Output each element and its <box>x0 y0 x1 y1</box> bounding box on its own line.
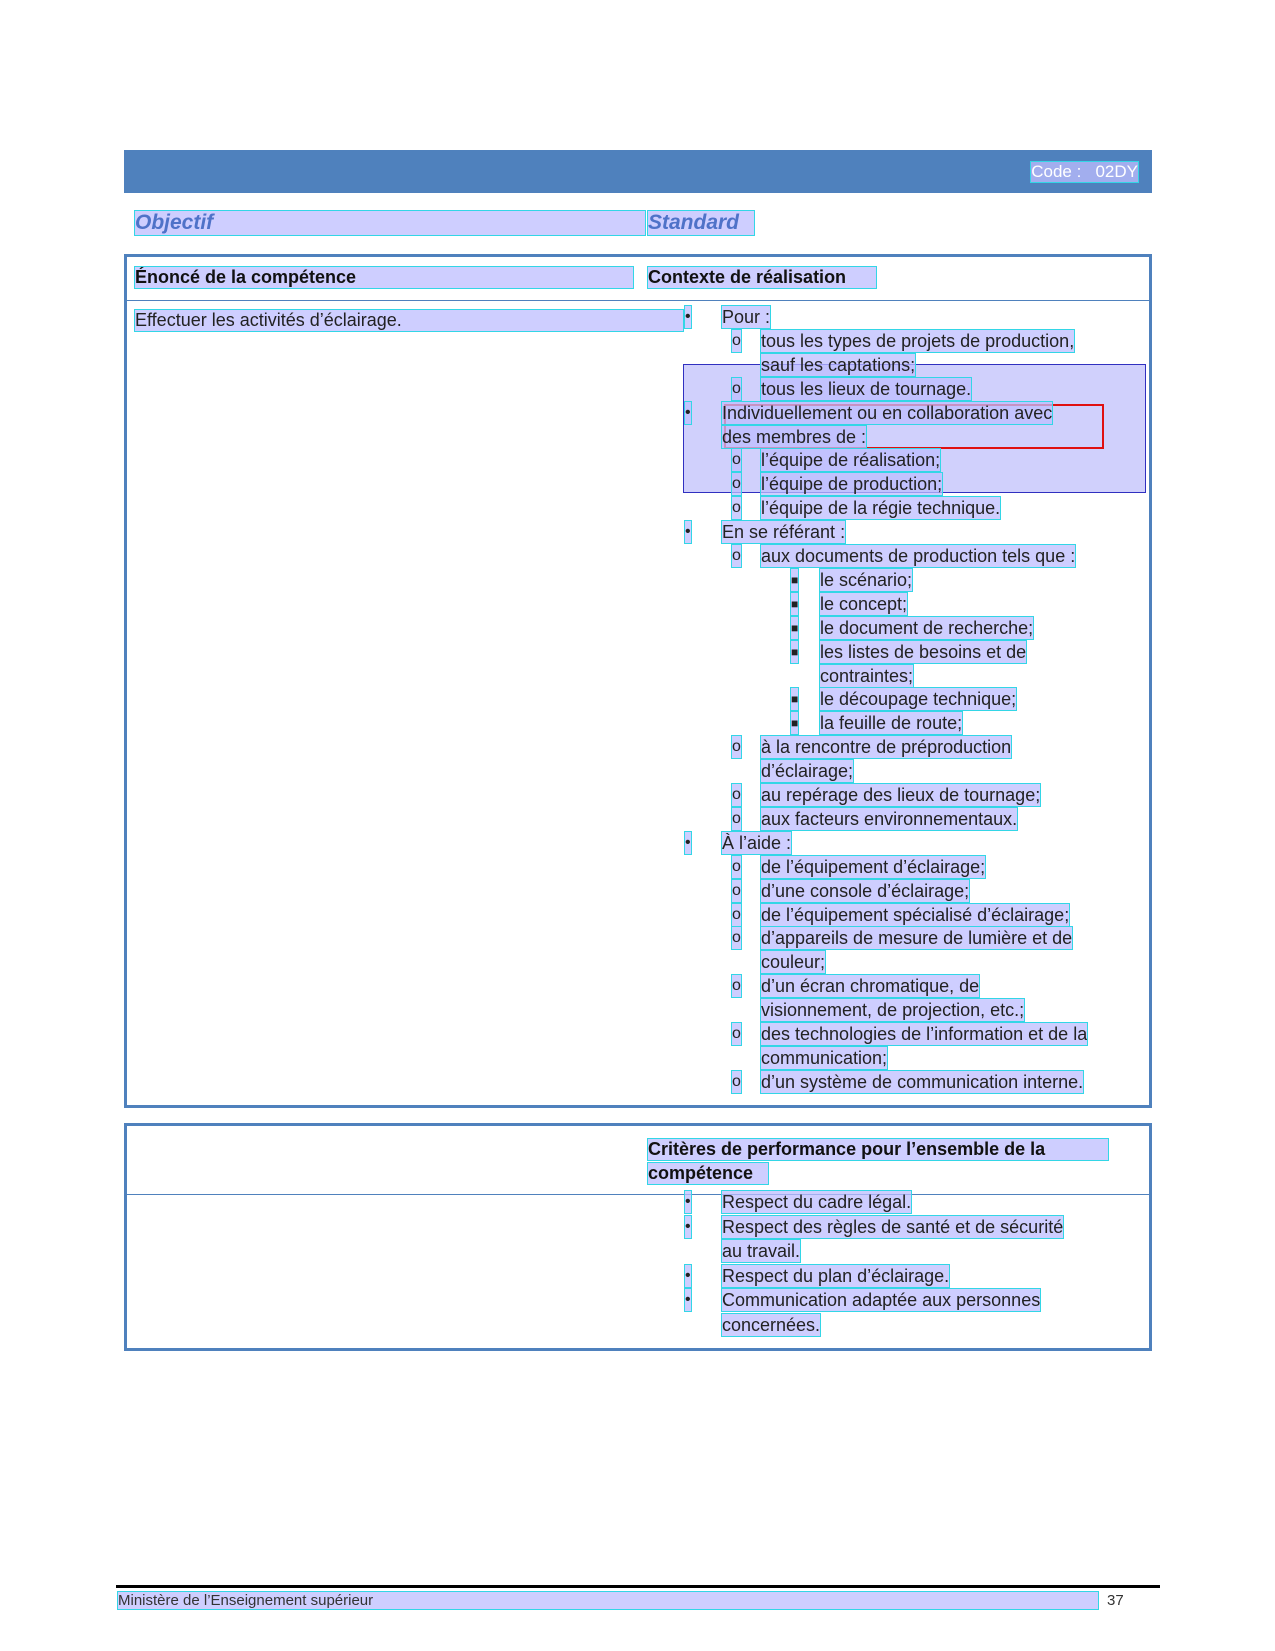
list-item: tous les types de projets de production, <box>761 330 1075 351</box>
list-item: les listes de besoins et de <box>820 641 1027 662</box>
bullet-icon: • <box>685 1289 691 1311</box>
bullet-icon: o <box>732 449 741 471</box>
objectif-heading: Objectif <box>135 211 645 235</box>
list-item: le découpage technique; <box>820 689 1017 710</box>
bullet-icon: ■ <box>791 593 798 615</box>
list-item: d’éclairage; <box>761 761 854 782</box>
list-item: d’une console d’éclairage; <box>761 880 970 901</box>
bullet-icon: ■ <box>791 569 798 591</box>
bullet-icon: • <box>685 1216 691 1238</box>
list-item: l’équipe de production; <box>761 474 943 495</box>
bullet-icon: • <box>685 306 691 328</box>
list-item: contraintes; <box>820 665 914 686</box>
bullet-icon: o <box>732 784 741 806</box>
list-item: d’un système de communication interne. <box>761 1071 1084 1092</box>
bullet-icon: o <box>732 975 741 997</box>
bullet-icon: o <box>732 473 741 495</box>
list-item: d’un écran chromatique, de <box>761 976 980 997</box>
list-item: le document de recherche; <box>820 617 1034 638</box>
list-item: au repérage des lieux de tournage; <box>761 785 1041 805</box>
competence-statement-heading: Énoncé de la compétence <box>135 267 633 288</box>
bullet-icon: • <box>685 402 691 424</box>
footer-rule <box>116 1585 1160 1588</box>
list-item: de l’équipement d’éclairage; <box>761 856 986 877</box>
footer-page-number: 37 <box>1107 1592 1124 1609</box>
list-item: Pour : <box>722 307 771 327</box>
list-item: concernées. <box>722 1314 821 1335</box>
list-item: Respect du plan d’éclairage. <box>722 1265 950 1286</box>
bullet-icon: o <box>732 808 741 830</box>
list-item: couleur; <box>761 952 826 973</box>
bullet-icon: • <box>685 521 691 543</box>
list-item: sauf les captations; <box>761 354 916 375</box>
list-item: aux documents de production tels que : <box>761 546 1076 566</box>
list-item: le concept; <box>820 593 908 614</box>
course-code: Code : 02DY <box>1031 162 1138 181</box>
list-item: tous les lieux de tournage. <box>761 378 972 399</box>
criteria-heading-line1: Critères de performance pour l’ensemble de la <box>648 1139 1108 1160</box>
criteria-heading-line2: compétence <box>648 1163 768 1184</box>
list-item: En se référant : <box>722 522 846 543</box>
bullet-icon: ■ <box>791 712 798 734</box>
bullet-icon: o <box>732 497 741 519</box>
bullet-icon: o <box>732 736 741 758</box>
table-header-divider <box>127 300 1149 301</box>
list-item: À l’aide : <box>722 832 792 853</box>
list-item: des technologies de l’information et de la <box>761 1024 1088 1044</box>
list-item: aux facteurs environnementaux. <box>761 808 1018 829</box>
footer-ministry: Ministère de l’Enseignement supérieur <box>118 1592 1098 1609</box>
code-header-bar <box>124 150 1152 193</box>
bullet-icon: o <box>732 880 741 902</box>
list-item: Individuellement ou en collaboration avec <box>722 402 1053 423</box>
bullet-icon: o <box>732 330 741 352</box>
competence-statement: Effectuer les activités d’éclairage. <box>135 310 683 331</box>
bullet-icon: o <box>732 856 741 878</box>
list-item: à la rencontre de préproduction <box>761 737 1012 758</box>
bullet-icon: ■ <box>791 617 798 639</box>
context-heading: Contexte de réalisation <box>648 267 876 288</box>
list-item: communication; <box>761 1047 888 1068</box>
list-item: le scénario; <box>820 569 913 590</box>
list-item: des membres de : <box>722 426 867 447</box>
bullet-icon: ■ <box>791 688 798 710</box>
list-item: de l’équipement spécialisé d’éclairage; <box>761 904 1070 925</box>
bullet-icon: • <box>685 832 691 854</box>
bullet-icon: o <box>732 378 741 400</box>
table-header-divider <box>127 1194 1149 1195</box>
standard-heading: Standard <box>648 211 754 235</box>
bullet-icon: o <box>732 545 741 567</box>
list-item: visionnement, de projection, etc.; <box>761 1000 1025 1021</box>
bullet-icon: o <box>732 927 741 949</box>
list-item: Communication adaptée aux personnes <box>722 1290 1041 1310</box>
list-item: Respect du cadre légal. <box>722 1192 912 1212</box>
list-item: au travail. <box>722 1241 801 1261</box>
list-item: l’équipe de la régie technique. <box>761 498 1001 519</box>
bullet-icon: • <box>685 1265 691 1287</box>
list-item: la feuille de route; <box>820 713 963 734</box>
bullet-icon: o <box>732 904 741 926</box>
bullet-icon: • <box>685 1191 691 1213</box>
list-item: Respect des règles de santé et de sécurité <box>722 1216 1064 1237</box>
list-item: d’appareils de mesure de lumière et de <box>761 928 1073 949</box>
bullet-icon: ■ <box>791 641 798 663</box>
list-item: l’équipe de réalisation; <box>761 450 941 471</box>
bullet-icon: o <box>732 1023 741 1045</box>
bullet-icon: o <box>732 1071 741 1093</box>
